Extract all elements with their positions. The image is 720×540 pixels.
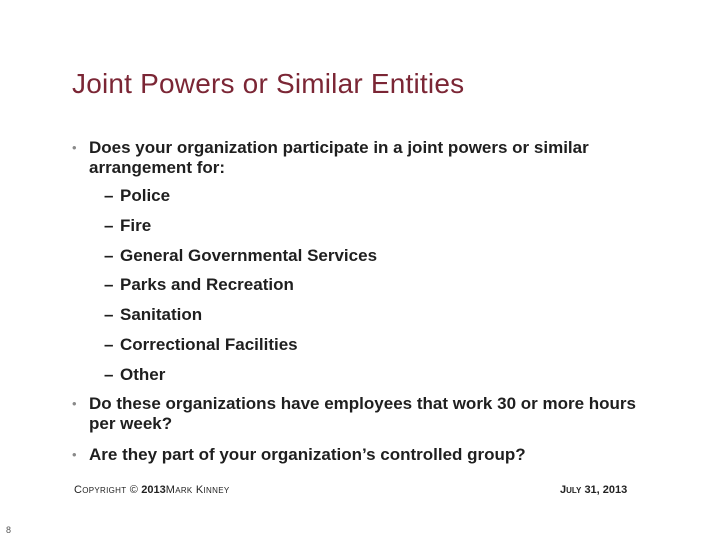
bullet-text: Are they part of your organization’s controlled group?: [89, 445, 526, 464]
bullet-text: Does your organization participate in a joint powers or similar arrangement for:: [89, 138, 589, 177]
bullet-marker: •: [72, 447, 77, 462]
copyright-year: 2013: [141, 484, 166, 496]
list-item-label: Parks and Recreation: [120, 275, 294, 295]
footer-date: July 31, 2013: [560, 484, 628, 496]
dash-marker: –: [104, 305, 114, 325]
list-item-fire: [104, 215, 377, 245]
page-number: 8: [6, 525, 12, 535]
bullet-question-joint-powers: [72, 138, 662, 178]
copyright-author: Mark Kinney: [165, 484, 230, 496]
list-item-label: General Governmental Services: [120, 245, 378, 265]
bullet-text: Do these organizations have employees that work 30 or more hours per week?: [89, 394, 636, 433]
dash-marker: –: [104, 186, 114, 205]
list-item-label: Other: [120, 364, 166, 384]
bullet-marker: •: [72, 396, 77, 411]
dash-marker: –: [104, 364, 114, 384]
dash-marker: –: [104, 334, 114, 354]
list-item-correctional: [104, 334, 377, 364]
list-item-label: Fire: [120, 215, 152, 235]
list-item-police: [104, 185, 377, 215]
bullet-marker: •: [72, 140, 77, 155]
dash-marker: –: [104, 245, 114, 265]
list-item-label: Police: [120, 186, 171, 205]
list-item-label: Sanitation: [120, 305, 203, 325]
slide-title: Joint Powers or Similar Entities: [72, 68, 465, 99]
bullet-question-controlled-group: [72, 445, 662, 465]
list-item-other: [104, 364, 377, 394]
footer-copyright: [74, 484, 230, 496]
list-item-general-services: [104, 245, 377, 275]
bullet-question-employees: [72, 394, 662, 434]
list-item-parks: [104, 274, 377, 304]
dash-marker: –: [104, 215, 114, 235]
dash-marker: –: [104, 275, 114, 295]
list-item-sanitation: [104, 304, 377, 334]
copyright-label: Copyright ©: [74, 484, 139, 496]
list-item-label: Correctional Facilities: [120, 334, 298, 354]
service-list: [104, 185, 377, 394]
